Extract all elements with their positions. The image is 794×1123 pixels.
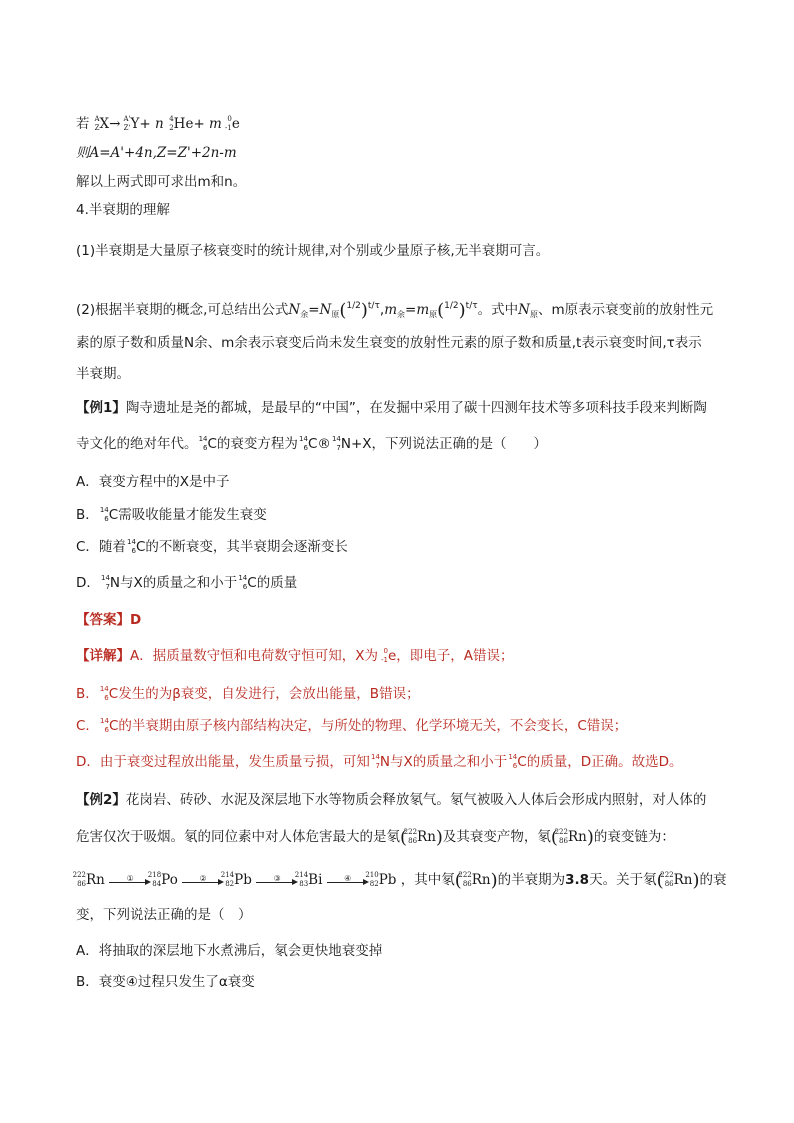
decay-chain-line: 222 86 Rn ① 218 84 Po ② 214 82 Pb ③ 214 83 Bi ④ 210 82 Pb ，其中氡( 222 86 Rn)的半衰期为3.8天。关于氡( 222 86 Rn)的衰 xyxy=(72,870,727,891)
example1-option-d: D． 14 7 N与X的质量之和小于 14 6 C的质量 xyxy=(76,574,298,591)
example2-line1: 【例2】花岗岩、砖砂、水泥及深层地下水等物质会释放氡气。氡气被吸入人体后会形成内照射，对人体的 xyxy=(76,792,707,808)
section-title: 4.半衰期的理解 xyxy=(76,202,170,218)
decay-arrow: ④ xyxy=(327,873,369,887)
example1-detail-a: 【详解】A．据质量数守恒和电荷数守恒可知，X为 0 -1 e，即电子，A错误； xyxy=(76,647,514,664)
decay-arrow: ③ xyxy=(256,873,298,887)
example1-option-b: B． 14 6 C需吸收能量才能发生衰变 xyxy=(76,506,267,523)
relation-line: 则A=A'+4n,Z=Z'+2n-m xyxy=(76,145,237,161)
solve-line: 解以上两式即可求出m和n。 xyxy=(76,174,247,190)
example2-option-a: A．将抽取的深层地下水煮沸后，氡会更快地衰变掉 xyxy=(76,943,383,959)
example1-detail-b: B． 14 6 C发生的为β衰变，自发进行，会放出能量，B错误； xyxy=(76,685,420,702)
example1-answer: 【答案】D xyxy=(76,612,142,628)
decay-arrow: ② xyxy=(182,873,224,887)
example1-line2: 寺文化的绝对年代。 14 6 C的衰变方程为 14 6 C® 14 7 N+X，下列说法正确的是（ ） xyxy=(76,435,548,452)
example1-detail-c: C． 14 6 C的半衰期由原子核内部结构决定，与所处的物理、化学环境无关，不会变长，C错误； xyxy=(76,717,628,734)
decay-chain: 222 86 Rn ① 218 84 Po ② 214 82 Pb ③ 214 83 Bi ④ 210 82 Pb xyxy=(72,871,397,888)
example1-line1: 【例1】陶寺遗址是尧的都城，是最早的“中国”，在发掘中采用了碳十四测年技术等多项科技手段来判断陶 xyxy=(76,400,707,416)
paragraph-1: (1)半衰期是大量原子核衰变时的统计规律,对个别或少量原子核,无半衰期可言。 xyxy=(76,243,550,259)
example1-option-c: C．随着 14 6 C的不断衰变，其半衰期会逐渐变长 xyxy=(76,538,348,555)
paragraph-2-line1: (2)根据半衰期的概念,可总结出公式$N_余=N_原(1/2)t/\tau,m_余=m_原(1/2)t/\tau$。式中$N_原$、m原表示衰变前的放射性元 xyxy=(76,300,714,321)
example1-detail-d: D．由于衰变过程放出能量，发生质量亏损，可知 14 7 N与X的质量之和小于 14 6 C的质量，D正确。故选D。 xyxy=(76,753,683,770)
example2-line4: 变，下列说法正确的是（ ） xyxy=(76,907,252,923)
example2-line2: 危害仅次于吸烟。氡的同位素中对人体危害最大的是氡( 222 86 Rn)及其衰变产物，氡( 222 86 Rn)的衰变链为： xyxy=(76,827,675,848)
decay-formula: 若 A Z X→ A' Z' Y+ n 4 2 He+ m 0 -1 e xyxy=(76,115,240,132)
example1-option-a: A．衰变方程中的X是中子 xyxy=(76,474,230,490)
decay-arrow: ① xyxy=(109,873,151,887)
example2-option-b: B．衰变④过程只发生了α衰变 xyxy=(76,974,255,990)
paragraph-2-line3: 半衰期。 xyxy=(76,366,130,382)
paragraph-2-line2: 素的原子数和质量N余、m余表示衰变后尚未发生衰变的放射性元素的原子数和质量,t表示衰变时间,τ表示 xyxy=(76,335,702,351)
